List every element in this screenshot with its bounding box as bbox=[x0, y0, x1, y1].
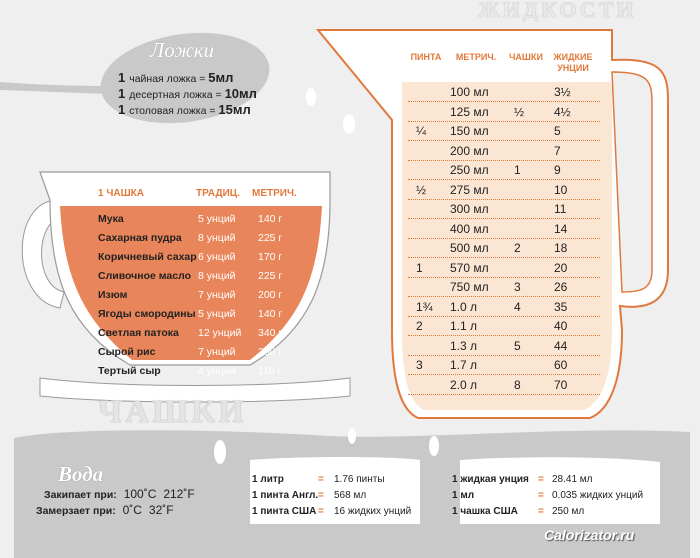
table-row bbox=[408, 297, 600, 317]
table-row bbox=[408, 180, 600, 200]
liquid-oz: 9 bbox=[554, 163, 561, 177]
cup-item-name: Изюм bbox=[98, 289, 128, 301]
conversion-v: 568 мл bbox=[334, 490, 367, 501]
conversion-row bbox=[252, 474, 452, 490]
table-row bbox=[408, 316, 600, 336]
liquid-metric: 100 мл bbox=[450, 85, 489, 99]
cup-item-trad: 5 унций bbox=[198, 308, 236, 320]
liquid-metric: 1.7 л bbox=[450, 358, 478, 372]
cup-item-metric: 140 г bbox=[258, 308, 283, 320]
conversion-row bbox=[252, 490, 452, 506]
cup-item-name: Сахарная пудра bbox=[98, 232, 182, 244]
liquid-metric: 570 мл bbox=[450, 260, 489, 275]
table-row bbox=[92, 213, 302, 232]
conversion-v: 250 мл bbox=[552, 506, 585, 517]
liquid-oz: 4½ bbox=[554, 104, 571, 119]
liquid-pint: ½ bbox=[416, 182, 427, 197]
liquid-pint: 3 bbox=[416, 358, 423, 372]
cup-item-metric: 225 г bbox=[258, 270, 283, 282]
liquid-oz: 26 bbox=[554, 280, 568, 294]
liquid-metric: 300 мл bbox=[450, 202, 489, 216]
cups-title: ЧАШКИ bbox=[98, 394, 247, 430]
table-row bbox=[408, 199, 600, 219]
cup-item-trad: 12 унций bbox=[198, 327, 242, 339]
liquid-cups: 1 bbox=[514, 163, 521, 177]
cup-item-metric: 170 г bbox=[258, 251, 283, 263]
spoons-title: Ложки bbox=[150, 38, 215, 62]
conversion-eq: = bbox=[318, 506, 324, 517]
jug-header-oz: ЖИДКИЕ УНЦИИ bbox=[553, 52, 593, 73]
liquid-oz: 11 bbox=[554, 202, 567, 216]
liquid-metric: 500 мл bbox=[450, 241, 489, 255]
liquid-cups: 8 bbox=[514, 377, 521, 392]
water-title: Вода bbox=[58, 462, 104, 486]
jug-header-pint: ПИНТА bbox=[410, 52, 442, 62]
conversion-row bbox=[452, 490, 652, 506]
conversion-k: 1 чашка США bbox=[452, 506, 518, 517]
table-row bbox=[92, 365, 302, 384]
table-row bbox=[408, 258, 600, 278]
liquid-metric: 250 мл bbox=[450, 163, 489, 177]
cup-item-name: Сырой рис bbox=[98, 346, 156, 358]
conversion-k: 1 пинта США bbox=[252, 506, 317, 517]
conversion-k: 1 жидкая унция bbox=[452, 474, 529, 485]
table-row bbox=[408, 160, 600, 180]
cup-item-name: Тертый сыр bbox=[98, 365, 161, 377]
cup-item-trad: 5 унций bbox=[198, 213, 236, 225]
jug-header-cups: ЧАШКИ bbox=[509, 52, 543, 62]
liquid-metric: 1.1 л bbox=[450, 319, 478, 333]
cup-item-trad: 6 унций bbox=[198, 251, 236, 263]
water-freeze: Замерзает при: 0˚C 32˚F bbox=[36, 503, 174, 517]
conversion-eq: = bbox=[538, 506, 544, 517]
cup-item-name: Ягоды смородины bbox=[98, 308, 196, 320]
table-row bbox=[92, 308, 302, 327]
liquid-oz: 60 bbox=[554, 358, 568, 372]
table-row bbox=[408, 82, 600, 102]
cup-item-trad: 4 унции bbox=[198, 365, 236, 377]
table-row bbox=[408, 102, 600, 122]
cup-header-metric: МЕТРИЧ. bbox=[252, 188, 297, 199]
liquid-pint: 1 bbox=[416, 260, 423, 275]
liquid-oz: 70 bbox=[554, 377, 568, 392]
liquid-metric: 150 мл bbox=[450, 124, 489, 138]
table-row bbox=[408, 121, 600, 141]
conversion-v: 1.76 пинты bbox=[334, 474, 385, 485]
liquid-metric: 200 мл bbox=[450, 143, 489, 158]
spoon-line-table: 1 столовая ложка = 15мл bbox=[118, 102, 251, 117]
cup-item-trad: 8 унций bbox=[198, 270, 236, 282]
watermark-logo: Calorizator.ru bbox=[544, 527, 635, 543]
liquid-oz: 3½ bbox=[554, 85, 571, 99]
table-row bbox=[408, 375, 600, 395]
liquid-oz: 14 bbox=[554, 221, 568, 236]
liquid-cups: 2 bbox=[514, 241, 521, 255]
liquid-metric: 275 мл bbox=[450, 182, 489, 197]
liquid-oz: 10 bbox=[554, 182, 568, 197]
table-row bbox=[408, 355, 600, 375]
liquid-pint: ¼ bbox=[416, 124, 427, 138]
liquid-cups: ½ bbox=[514, 104, 525, 119]
liquid-metric: 2.0 л bbox=[450, 377, 478, 392]
cup-item-name: Коричневый сахар bbox=[98, 251, 197, 263]
liquid-oz: 7 bbox=[554, 143, 561, 158]
conversion-v: 16 жидких унций bbox=[334, 506, 412, 517]
table-row bbox=[408, 238, 600, 258]
cup-item-trad: 7 унций bbox=[198, 346, 236, 358]
cup-header-name: 1 ЧАШКА bbox=[98, 188, 144, 199]
table-row bbox=[92, 270, 302, 289]
conversion-eq: = bbox=[318, 474, 324, 485]
cup-item-trad: 7 унций bbox=[198, 289, 236, 301]
liquids-title: ЖИДКОСТИ bbox=[478, 0, 637, 22]
table-row bbox=[92, 346, 302, 365]
cup-item-metric: 225 г bbox=[258, 232, 283, 244]
conversion-row bbox=[252, 506, 452, 522]
spoon-line-tea: 1 чайная ложка = 5мл bbox=[118, 70, 234, 85]
cup-item-trad: 8 унций bbox=[198, 232, 236, 244]
liquid-metric: 400 мл bbox=[450, 221, 489, 236]
liquid-cups: 4 bbox=[514, 299, 521, 314]
conversion-eq: = bbox=[538, 474, 544, 485]
conversion-v: 0.035 жидких унций bbox=[552, 490, 644, 501]
conversion-k: 1 литр bbox=[252, 474, 284, 485]
table-row bbox=[92, 251, 302, 270]
liquid-metric: 1.3 л bbox=[450, 338, 478, 353]
liquid-oz: 40 bbox=[554, 319, 568, 333]
table-row bbox=[92, 232, 302, 251]
liquid-oz: 5 bbox=[554, 124, 561, 138]
cup-item-metric: 140 г bbox=[258, 213, 283, 225]
cup-item-metric: 200 г bbox=[258, 346, 283, 358]
liquid-metric: 750 мл bbox=[450, 280, 489, 294]
liquid-oz: 35 bbox=[554, 299, 568, 314]
liquid-cups: 5 bbox=[514, 338, 521, 353]
table-row bbox=[408, 277, 600, 297]
table-row bbox=[408, 336, 600, 356]
conversion-row bbox=[452, 506, 652, 522]
conversion-k: 1 мл bbox=[452, 490, 475, 501]
conversion-row bbox=[452, 474, 652, 490]
cup-item-metric: 340 г bbox=[258, 327, 283, 339]
liquid-oz: 18 bbox=[554, 241, 568, 255]
water-boil: Закипает при: 100˚C 212˚F bbox=[44, 487, 195, 501]
jug-header-metric: МЕТРИЧ. bbox=[455, 52, 497, 62]
cup-item-name: Сливочное масло bbox=[98, 270, 192, 282]
table-row bbox=[408, 141, 600, 161]
conversion-k: 1 пинта Англ. bbox=[252, 490, 319, 501]
liquid-cups: 3 bbox=[514, 280, 521, 294]
cup-item-metric: 200 г bbox=[258, 289, 283, 301]
liquid-metric: 1.0 л bbox=[450, 299, 478, 314]
conversion-eq: = bbox=[318, 490, 324, 501]
table-row bbox=[92, 289, 302, 308]
conversion-eq: = bbox=[538, 490, 544, 501]
table-row bbox=[408, 219, 600, 239]
table-row bbox=[92, 327, 302, 346]
spoon-line-dessert: 1 десертная ложка = 10мл bbox=[118, 86, 257, 101]
cup-item-name: Светлая патока bbox=[98, 327, 179, 339]
liquid-pint: 1¾ bbox=[416, 299, 433, 314]
cup-header-trad: ТРАДИЦ. bbox=[196, 188, 240, 199]
cup-item-name: Мука bbox=[98, 213, 124, 225]
liquid-oz: 20 bbox=[554, 260, 568, 275]
liquid-pint: 2 bbox=[416, 319, 423, 333]
cup-item-metric: 110 г bbox=[258, 365, 282, 377]
liquid-metric: 125 мл bbox=[450, 104, 489, 119]
conversion-v: 28.41 мл bbox=[552, 474, 593, 485]
liquid-oz: 44 bbox=[554, 338, 568, 353]
